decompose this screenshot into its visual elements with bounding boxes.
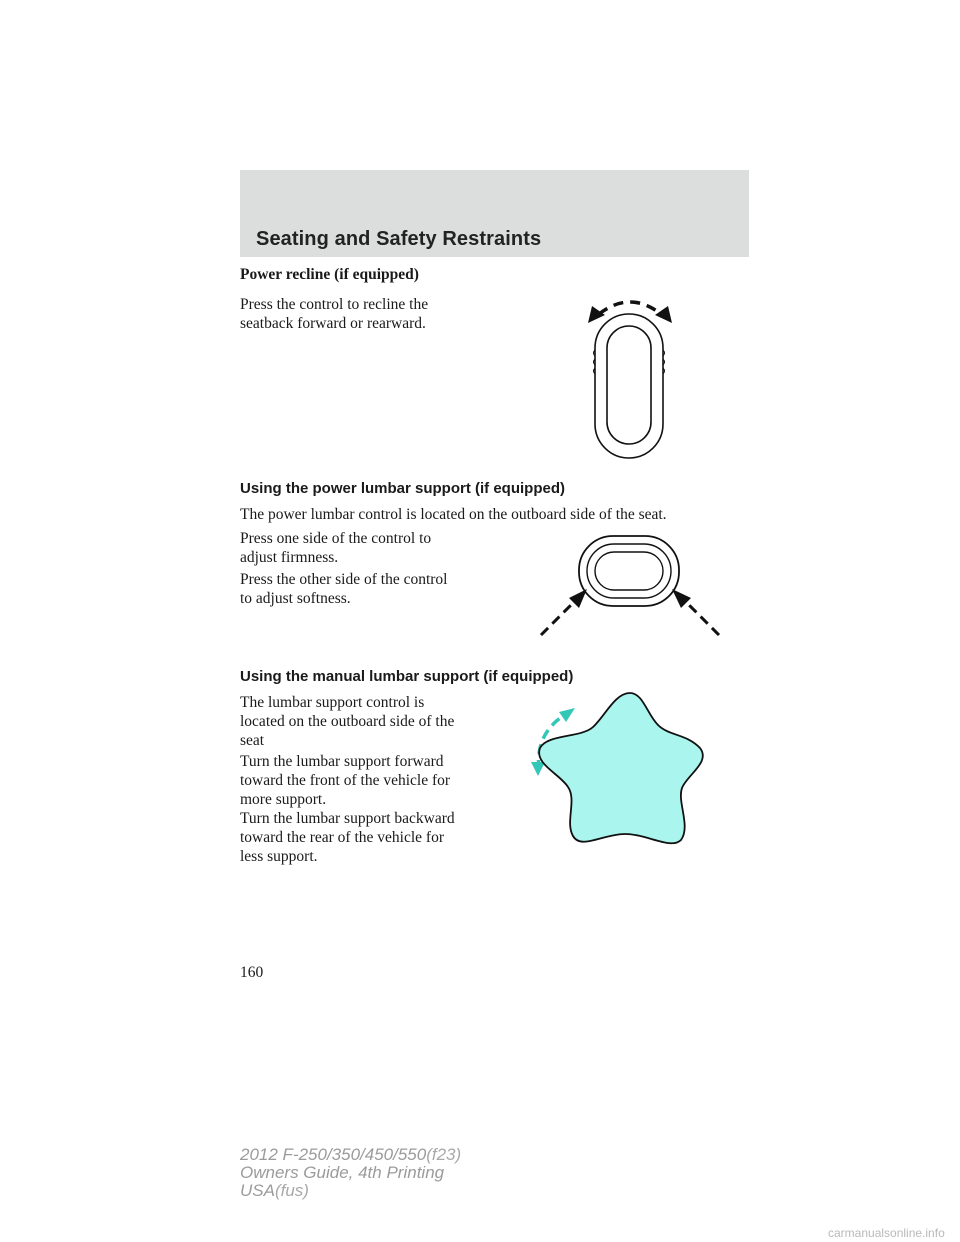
text-line: Press the control to recline the [240, 296, 429, 313]
power-lumbar-softness-text [240, 570, 447, 608]
footer-line-3 [240, 1182, 461, 1200]
text-line: seatback forward or rearward. [240, 315, 426, 332]
manual-lumbar-heading: Using the manual lumbar support (if equipped) [240, 668, 574, 685]
press-arrow-right-icon [672, 589, 719, 635]
footer-region: USA [240, 1181, 275, 1200]
text-line: Press the other side of the control [240, 571, 448, 588]
footer-line-1 [240, 1146, 461, 1164]
watermark[interactable]: carmanualsonline.info [828, 1226, 945, 1240]
power-lumbar-firmness-text [240, 529, 431, 567]
lumbar-knob-icon [525, 690, 715, 850]
footer [240, 1146, 461, 1200]
footer-code: (f23) [426, 1145, 462, 1164]
text-line: to adjust softness. [240, 590, 351, 607]
section-title: Seating and Safety Restraints [256, 228, 542, 250]
power-recline-text [240, 295, 428, 333]
page-number: 160 [240, 964, 264, 981]
text-line: Turn the lumbar support forward [240, 753, 444, 770]
text-line: less support. [240, 848, 318, 865]
footer-line-2: Owners Guide, 4th Printing [240, 1163, 445, 1182]
text-line: Turn the lumbar support backward [240, 810, 455, 827]
lumbar-control-icon [535, 533, 725, 641]
power-recline-heading: Power recline (if equipped) [240, 266, 419, 283]
manual-lumbar-location-text [240, 693, 454, 750]
manual-lumbar-backward-text [240, 809, 455, 866]
text-line: located on the outboard side of the [240, 713, 455, 730]
text-line: seat [240, 732, 265, 749]
manual-lumbar-forward-text [240, 752, 450, 809]
footer-model: 2012 F-250/350/450/550 [240, 1145, 427, 1164]
press-arrow-left-icon [541, 589, 587, 635]
footer-region-code: (fus) [274, 1181, 309, 1200]
power-lumbar-heading: Using the power lumbar support (if equipped) [240, 480, 565, 497]
text-line: toward the front of the vehicle for [240, 772, 451, 789]
text-line: toward the rear of the vehicle for [240, 829, 444, 846]
power-lumbar-intro: The power lumbar control is located on the outboard side of the seat. [240, 506, 667, 523]
text-line: adjust firmness. [240, 549, 339, 566]
text-line: Press one side of the control to [240, 530, 432, 547]
recline-control-icon [585, 292, 675, 462]
text-line: more support. [240, 791, 327, 808]
text-line: The lumbar support control is [240, 694, 425, 711]
